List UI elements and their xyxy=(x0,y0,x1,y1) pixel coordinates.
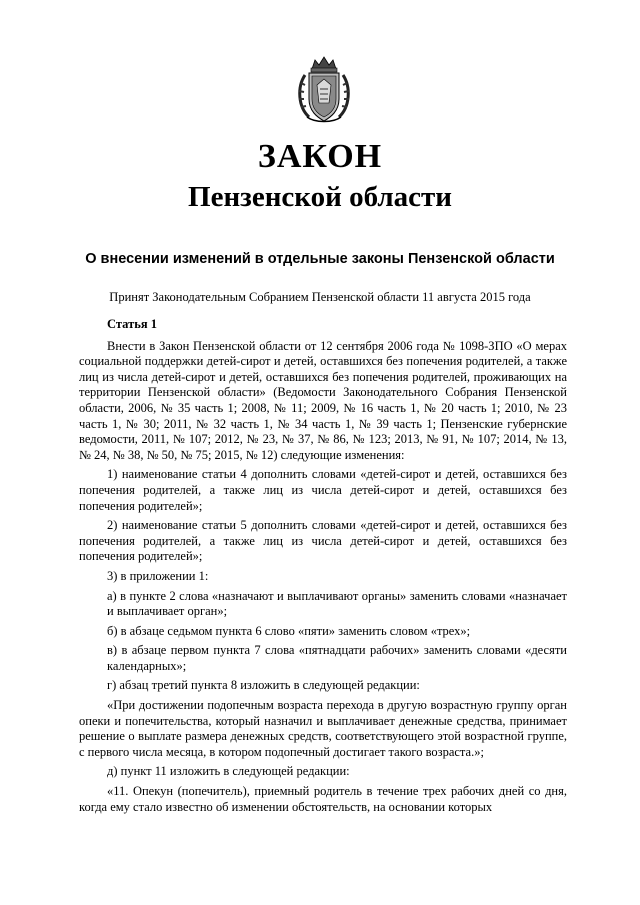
paragraph-item-3: 3) в приложении 1: xyxy=(107,568,209,583)
document-heading: О внесении изменений в отдельные законы Пензенской области xyxy=(85,251,555,267)
paragraph-quote-1: «При достижении подопечным возраста перехода в другую возрастную группу орган опеки и попечительства, который назначил и выплачивает денежные средства, принимает решение о выплате размера денежных средств, соответствующего этой возрастной группе, с первого числа месяца, в котором подопечный достигает такого возраста.»; xyxy=(79,698,567,759)
paragraph-subitem-e: д) пункт 11 изложить в следующей редакции: xyxy=(107,764,350,779)
paragraph-subitem-d: г) абзац третий пункта 8 изложить в следующей редакции: xyxy=(107,678,420,693)
law-body xyxy=(79,317,567,815)
paragraph-item-2: 2) наименование статьи 5 дополнить словами «детей-сирот и детей, оставшихся без попечения родителей, а также лиц из числа детей-сирот и детей, оставшихся без попечения родителей»; xyxy=(79,518,567,564)
paragraph-item-1: 1) наименование статьи 4 дополнить словами «детей-сирот и детей, оставшихся без попечения родителей, а также лиц из числа детей-сирот и детей, оставшихся без попечения родителей»; xyxy=(79,467,567,513)
article-label: Статья 1 xyxy=(107,317,157,331)
paragraph-quote-2: «11. Опекун (попечитель), приемный родитель в течение трех рабочих дней со дня, когда ему стало известно об изменении обстоятельств, на основании которых xyxy=(79,784,567,814)
law-subtitle: Пензенской области xyxy=(188,181,452,213)
paragraph-subitem-b: б) в абзаце седьмом пункта 6 слово «пяти» заменить словом «трех»; xyxy=(107,623,471,638)
paragraph-intro: Внести в Закон Пензенской области от 12 сентября 2006 года № 1098-ЗПО «О мерах социальной поддержки детей-сирот и детей, оставшихся без попечения родителей, а также лиц из числа детей-сирот и детей, оставшихся без попечения родителей, проживающих на территории Пензенской области» (Ведомости Законодательного Собрания Пензенской области, 2006, № 35 часть 1; 2008, № 11; 2009, № 16 часть 1, № 20 часть 1; 2010, № 23 часть 1, № 30; 2011, № 32 часть 1, № 34 часть 1, № 39 часть 1; Пензенские губернские ведомости, 2011, № 107; 2012, № 23, № 37, № 86, № 123; 2013, № 91, № 107; 2014, № 13, № 24, № 38, № 50, № 75; 2015, № 12) следующие изменения: xyxy=(79,338,567,462)
paragraph-subitem-a: а) в пункте 2 слова «назначают и выплачивают органы» заменить словами «назначает и выплачивает орган»; xyxy=(107,588,567,619)
law-title: ЗАКОН xyxy=(257,138,383,175)
adoption-line: Принят Законодательным Собранием Пензенской области 11 августа 2015 года xyxy=(109,290,531,304)
paragraph-subitem-c: в) в абзаце первом пункта 7 слова «пятнадцати рабочих» заменить словами «десяти календарных»; xyxy=(107,643,567,673)
penza-coat-of-arms-icon xyxy=(295,55,353,125)
